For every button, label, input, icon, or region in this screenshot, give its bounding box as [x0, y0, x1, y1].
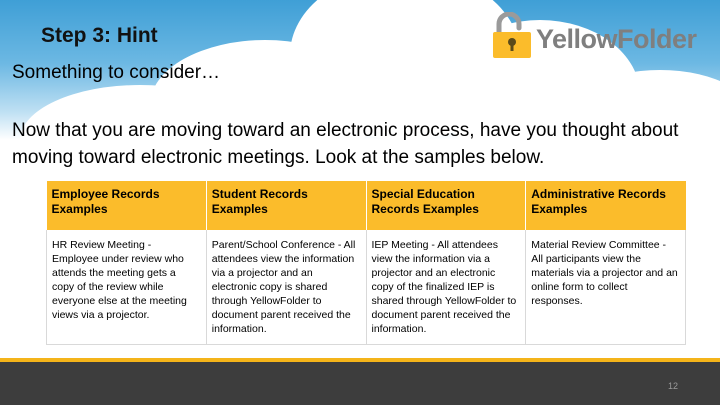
header-employee-records: Employee Records Examples [47, 181, 207, 230]
cell-student-records: Parent/School Conference - All attendees view the information via a projector and an electronic copy is shared through YellowFolder to document parent received the information. [206, 230, 366, 345]
cell-employee-records: HR Review Meeting - Employee under review who attends the meeting gets a copy of the review while everyone else at the meeting views via a projector. [47, 230, 207, 345]
examples-table [46, 181, 686, 345]
header-special-education-records: Special Education Records Examples [366, 181, 526, 230]
slide-title: Step 3: Hint [41, 24, 158, 47]
slide-body-text: Now that you are moving toward an electronic process, have you thought about moving toward electronic meetings. Look at the samples below. [12, 120, 679, 168]
page-number: 12 [667, 381, 678, 391]
padlock-icon [491, 12, 533, 58]
slide-subtitle: Something to consider… [12, 62, 221, 83]
logo-text: YellowFolder [536, 24, 697, 54]
table-row [47, 230, 686, 345]
header-administrative-records: Administrative Records Examples [526, 181, 686, 230]
cell-special-education-records: IEP Meeting - All attendees view the information via a projector and an electronic copy of the finalized IEP is shared through YellowFolder to document parent received the information. [366, 230, 526, 345]
footer-bar [0, 362, 720, 405]
header-student-records: Student Records Examples [206, 181, 366, 230]
cell-administrative-records: Material Review Committee - All participants view the materials via a projector and an online form to collect responses. [526, 230, 686, 345]
yellowfolder-logo [491, 12, 696, 64]
table-header-row [47, 181, 686, 230]
